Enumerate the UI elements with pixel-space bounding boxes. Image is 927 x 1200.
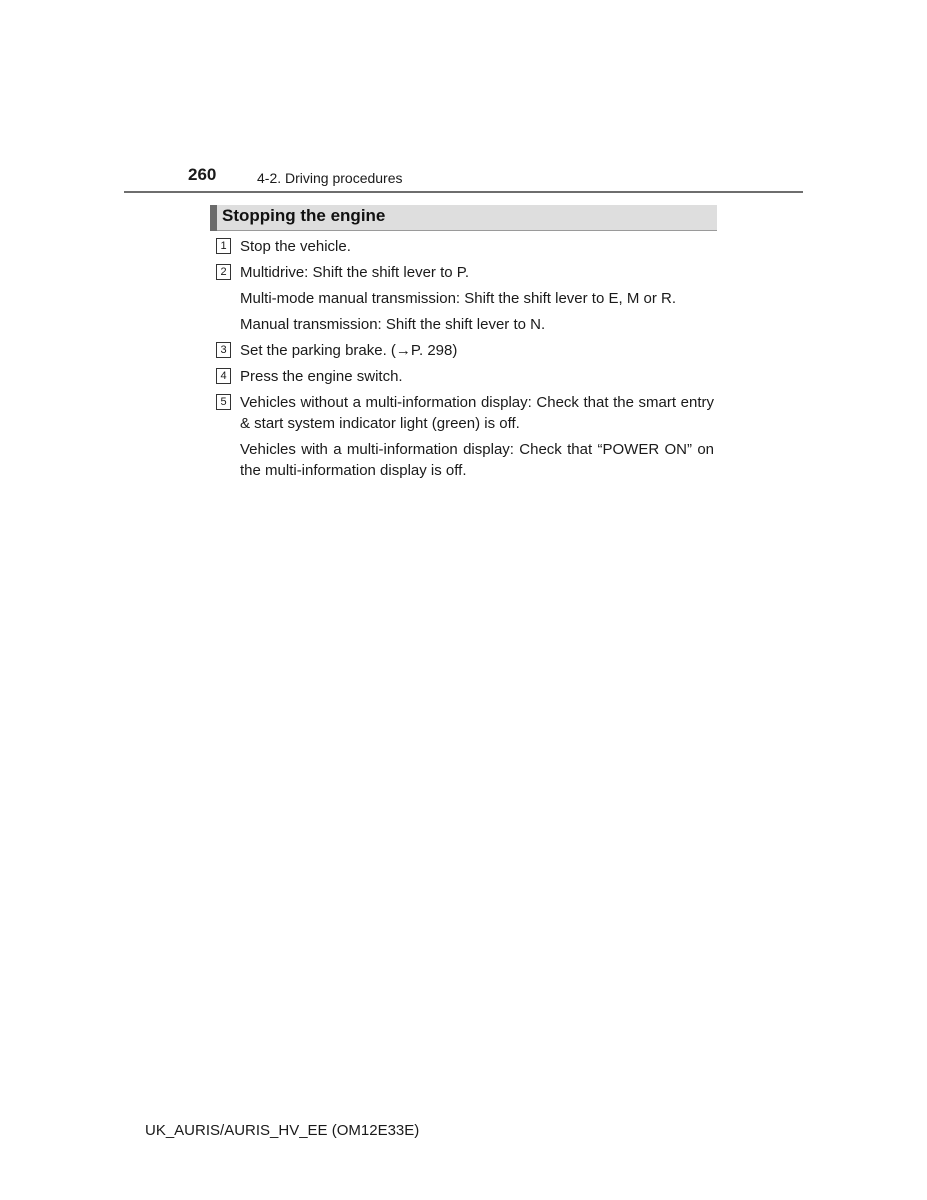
step-5-note: Vehicles with a multi-information display: Check that “POWER ON” on the multi-information display is off. [240, 441, 714, 479]
step-number-box: 5 [216, 394, 231, 410]
step-2 [216, 262, 714, 283]
step-text: Press the engine switch. [240, 368, 403, 385]
step-text: Multidrive: Shift the shift lever to P. [240, 264, 469, 281]
step-number-box: 1 [216, 238, 231, 254]
title-accent-bar [210, 205, 217, 231]
step-3 [216, 340, 714, 361]
step-number-box: 2 [216, 264, 231, 280]
section-label: 4-2. Driving procedures [257, 170, 403, 186]
step-text: Set the parking brake. (→P. 298) [240, 342, 458, 359]
header-divider [124, 191, 803, 193]
step-text: Stop the vehicle. [240, 238, 351, 255]
page-header [0, 0, 927, 195]
step-5 [216, 392, 714, 434]
step-2-note: Manual transmission: Shift the shift lever to N. [240, 316, 546, 333]
page-number: 260 [188, 165, 217, 184]
section-title-bar [210, 205, 717, 231]
procedure-content [216, 236, 714, 486]
document-footer-code: UK_AURIS/AURIS_HV_EE (OM12E33E) [145, 1122, 420, 1139]
step-4 [216, 366, 714, 387]
section-title: Stopping the engine [222, 206, 386, 225]
step-2-note: Multi-mode manual transmission: Shift the shift lever to E, M or R. [240, 290, 676, 307]
step-text: Vehicles without a multi-information display: Check that the smart entry & start system indicator light (green) is off. [240, 394, 714, 432]
step-number-box: 3 [216, 342, 231, 358]
step-1 [216, 236, 714, 257]
step-number-box: 4 [216, 368, 231, 384]
